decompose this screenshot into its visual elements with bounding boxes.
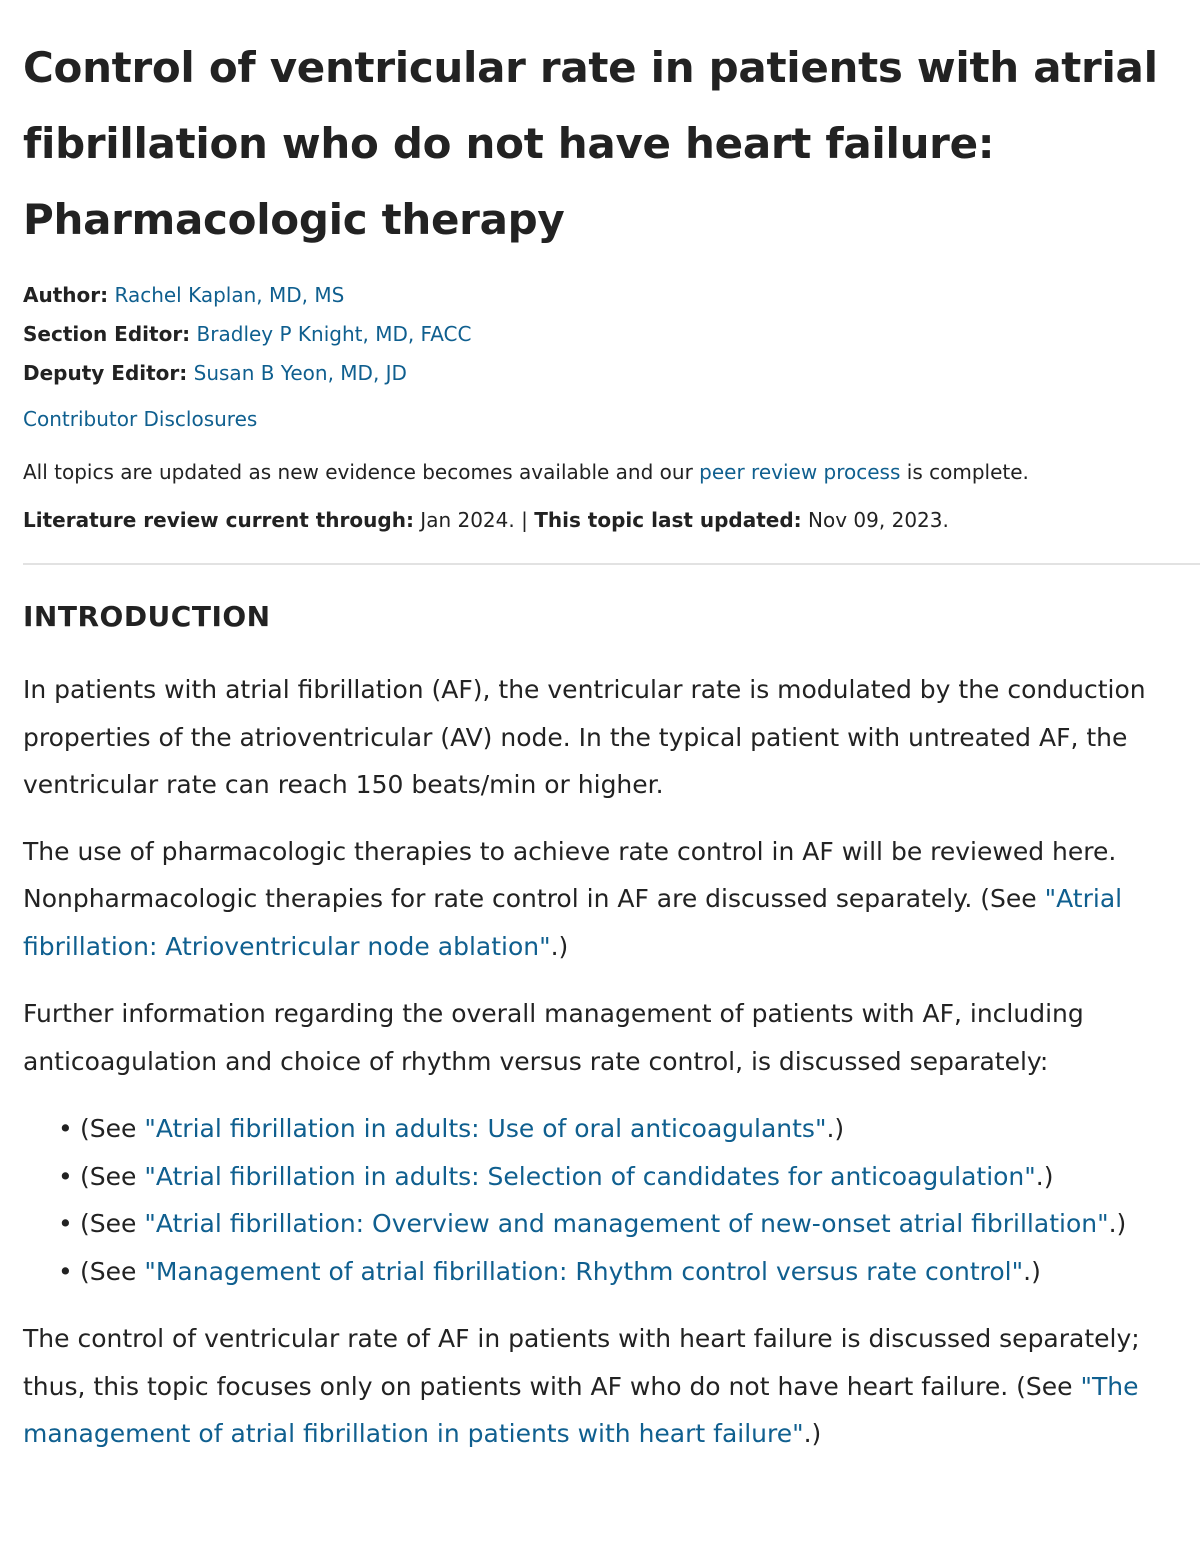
list-item-prefix: (See bbox=[80, 1161, 145, 1191]
paragraph bbox=[23, 1315, 1177, 1458]
list-item bbox=[58, 1153, 1177, 1201]
section-heading: INTRODUCTION bbox=[23, 600, 271, 633]
av-node-ablation-link[interactable]: "Atrial fibrillation: Atrioventricular node ablation" bbox=[23, 884, 1123, 961]
paragraph-text: The control of ventricular rate of AF in patients with heart failure is discussed separately; thus, this topic focuses only on patients with AF who do not have heart failure. (See bbox=[23, 1324, 1140, 1401]
section-editor-row bbox=[23, 315, 1177, 354]
bullet-icon: • bbox=[58, 1161, 73, 1191]
page-title: Control of ventricular rate in patients with atrial fibrillation who do not have heart failure: Pharmacologic therapy bbox=[23, 43, 1158, 244]
section-body bbox=[23, 666, 1177, 1458]
bullet-icon: • bbox=[58, 1256, 73, 1286]
contributor-disclosures-link[interactable]: Contributor Disclosures bbox=[23, 407, 258, 431]
section-editor-link[interactable]: Bradley P Knight, MD, FACC bbox=[196, 322, 472, 346]
deputy-editor-link[interactable]: Susan B Yeon, MD, JD bbox=[193, 361, 407, 385]
literature-review-label: Literature review current through: bbox=[23, 508, 414, 532]
author-role-label: Author: bbox=[23, 283, 109, 307]
list-item-suffix: .) bbox=[1035, 1161, 1054, 1191]
literature-review-date: Jan 2024. bbox=[413, 508, 515, 532]
bullet-icon: • bbox=[58, 1114, 73, 1143]
notice-text-end: is complete. bbox=[900, 460, 1029, 484]
paragraph: Further information regarding the overall management of patients with AF, including anticoagulation and choice of rhythm versus rate control, is discussed separately: bbox=[23, 999, 1084, 1076]
paragraph-text-end: .) bbox=[550, 931, 569, 961]
paragraph-text: The use of pharmacologic therapies to achieve rate control in AF will be reviewed here. Nonpharmacologic therapies for rate control in AF are discussed separately. (See bbox=[23, 836, 1117, 913]
list-item-suffix: .) bbox=[1108, 1209, 1127, 1238]
deputy-editor-row bbox=[23, 354, 1177, 393]
divider bbox=[23, 563, 1200, 565]
topic-link[interactable]: "Atrial fibrillation in adults: Selection of candidates for anticoagulation" bbox=[144, 1161, 1036, 1191]
list-item-prefix: (See bbox=[80, 1114, 145, 1143]
paragraph: In patients with atrial fibrillation (AF), the ventricular rate is modulated by the conduction properties of the atrioventricular (AV) node. In the typical patient with untreated AF, the ventricular rate can reach 150 beats/min or higher. bbox=[23, 675, 1146, 799]
notice-text: All topics are updated as new evidence becomes available and our bbox=[23, 460, 700, 484]
update-notice bbox=[23, 459, 1177, 485]
related-topics-list bbox=[23, 1105, 1177, 1295]
bullet-icon: • bbox=[58, 1209, 73, 1238]
topic-link[interactable]: "Atrial fibrillation in adults: Use of oral anticoagulants" bbox=[144, 1114, 827, 1143]
list-item-prefix: (See bbox=[80, 1256, 145, 1286]
peer-review-link[interactable]: peer review process bbox=[699, 460, 901, 484]
paragraph bbox=[23, 828, 1177, 971]
dates-separator: | bbox=[514, 508, 535, 532]
list-item-prefix: (See bbox=[80, 1209, 145, 1238]
last-updated-label: This topic last updated: bbox=[534, 508, 802, 532]
list-item bbox=[58, 1200, 1177, 1248]
section-editor-role-label: Section Editor: bbox=[23, 322, 191, 346]
list-item bbox=[58, 1248, 1177, 1296]
last-updated-date: Nov 09, 2023. bbox=[801, 508, 949, 532]
author-block bbox=[23, 276, 1177, 393]
topic-link[interactable]: "Atrial fibrillation: Overview and management of new-onset atrial fibrillation" bbox=[144, 1209, 1109, 1238]
review-dates bbox=[23, 507, 1177, 533]
list-item bbox=[58, 1105, 1177, 1153]
author-row bbox=[23, 276, 1177, 315]
paragraph-text-end: .) bbox=[803, 1419, 822, 1448]
topic-link[interactable]: "Management of atrial fibrillation: Rhythm control versus rate control" bbox=[144, 1256, 1024, 1286]
list-item-suffix: .) bbox=[1023, 1256, 1041, 1286]
list-item-suffix: .) bbox=[826, 1114, 845, 1143]
author-link[interactable]: Rachel Kaplan, MD, MS bbox=[114, 283, 345, 307]
deputy-editor-role-label: Deputy Editor: bbox=[23, 361, 188, 385]
heart-failure-topic-link[interactable]: "The management of atrial fibrillation in patients with heart failure" bbox=[23, 1371, 1139, 1448]
